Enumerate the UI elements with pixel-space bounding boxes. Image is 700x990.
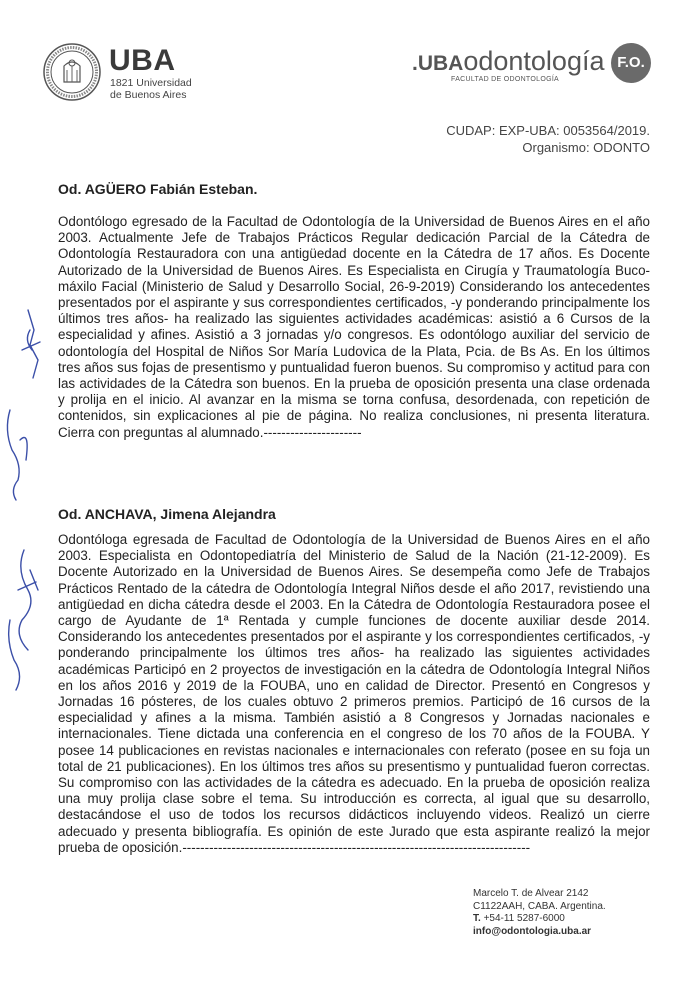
address-line-2: C1122AAH, CABA. Argentina. (473, 900, 606, 912)
candidate-evaluation-2: Odontóloga egresada de Facultad de Odontología de la Universidad de Buenos Aires en el año 2003. Especialista en Odontopediatría del Ministerio de Salud de la Nación (21-12-2009). Es Docente Autorizado en la Universidad de Buenos Aires. Se desempeña como Jefe de Trabajos Prácticos Rentado de la cátedra de Odontología Integral Niños desde el año 2017, revistiendo una antigüedad en dicha cátedra desde el 2003. En la Cátedra de Odontología Restauradora posee el cargo de Ayudante de 1ª Rentada y cumple funciones de docente auxiliar desde 2014. Considerando los antecedentes presentados por el aspirante y los correspondientes certificados, -y ponderando principalmente los últimos tres años- ha realizado las siguientes actividades académicas Participó en 2 proyectos de investigación en la cátedra de Odontología Integral Niños en los años 2016 y 2019 de la FOUBA, uno en calidad de Director. Presentó en Congresos y Jornadas 16 pósteres, de los cuales obtuvo 2 primeros premios. Participó de 16 cursos de la especialidad y afines a la misma. También asistió a 8 Congresos y Jornadas nacionales e internacionales. Tiene dictada una conferencia en el congreso de los 70 años de la FOUBA. Y posee 14 publicaciones en revistas nacionales e internacionales con referato (posee en su foja un total de 21 publicaciones). En los últimos tres años su presentismo y puntualidad fueron correctas. Su compromiso con las actividades de la cátedra es adecuado. En la prueba de oposición realiza una muy prolija clase sobre el tema. Su introducción es correcta, al igual que su desarrollo, destacándose el uso de todos los recursos didácticos incluyendo videos. Realizó un cierre adecuado y presenta bibliografía. Es opinión de este Jurado que esta aspirante realizó la mejor prueba de oposición.------------------------------------------------------------------------------ (58, 532, 650, 855)
fo-brand-light: odontología (463, 46, 605, 76)
address-line-1: Marcelo T. de Alvear 2142 (473, 888, 589, 899)
phone-label: T. (473, 913, 481, 925)
uba-subtitle-line-1: 1821 Universidad (110, 77, 192, 89)
phone-line (473, 913, 606, 926)
fo-subtitle: FACULTAD DE ODONTOLOGÍA (451, 76, 560, 83)
footer-address (473, 888, 606, 938)
email-link[interactable]: info@odontologia.uba.ar (473, 925, 592, 937)
phone-number: +54-11 5287-6000 (483, 913, 565, 925)
cudap-reference: CUDAP: EXP-UBA: 0053564/2019. (446, 123, 650, 138)
handwritten-signature-icon (0, 290, 58, 710)
organismo-reference: Organismo: ODONTO (522, 140, 650, 155)
fo-brand-logo (412, 46, 604, 77)
candidate-name-1: Od. AGÜERO Fabián Esteban. (58, 181, 258, 197)
uba-seal-icon (42, 42, 102, 102)
candidate-evaluation-1: Odontólogo egresado de la Facultad de Odontología de la Universidad de Buenos Aires en el año 2003. Actualmente Jefe de Trabajos Prácticos Regular dedicación Parcial de la Cátedra de Odontología Restauradora con una antigüedad docente en la Cátedra de 17 años. Es Docente Autorizado de la Universidad de Buenos Aires. Es Especialista en Cirugía y Traumatología Buco-máxilo Facial (Ministerio de Salud y Desarrollo Social, 26-9-2019) Considerando los antecedentes presentados por el aspirante y sus correspondientes certificados, -y ponderando principalmente los últimos tres años- ha realizado las siguientes actividades académicas: asistió a 6 Cursos de la especialidad y afines. Asistió a 3 jornadas y/o congresos. Es odontólogo auxiliar del servicio de odontología del Hospital de Niños Sor María Ludovica de la Plata, Pcia. de Bs As. En los últimos tres años sus fojas de presentismo y puntualidad fueron buenos. Su compromiso y actitud para con las actividades de la Cátedra son buenos. En la prueba de oposición presenta una clase ordenada y prolija en el inicio. Al avanzar en la misma se torna confusa, desordenada, con repetición de contenidos, sin explicaciones al pie de página. No realiza conclusiones, ni presenta literatura. Cierra con preguntas al alumnado.---------------------- (58, 214, 650, 440)
fo-badge-icon: F.O. (611, 43, 651, 83)
uba-logo-text: UBA (109, 44, 176, 77)
fo-brand-bold: .UBA (412, 52, 464, 75)
candidate-name-2: Od. ANCHAVA, Jimena Alejandra (58, 506, 276, 522)
uba-subtitle-line-2: de Buenos Aires (110, 89, 187, 101)
